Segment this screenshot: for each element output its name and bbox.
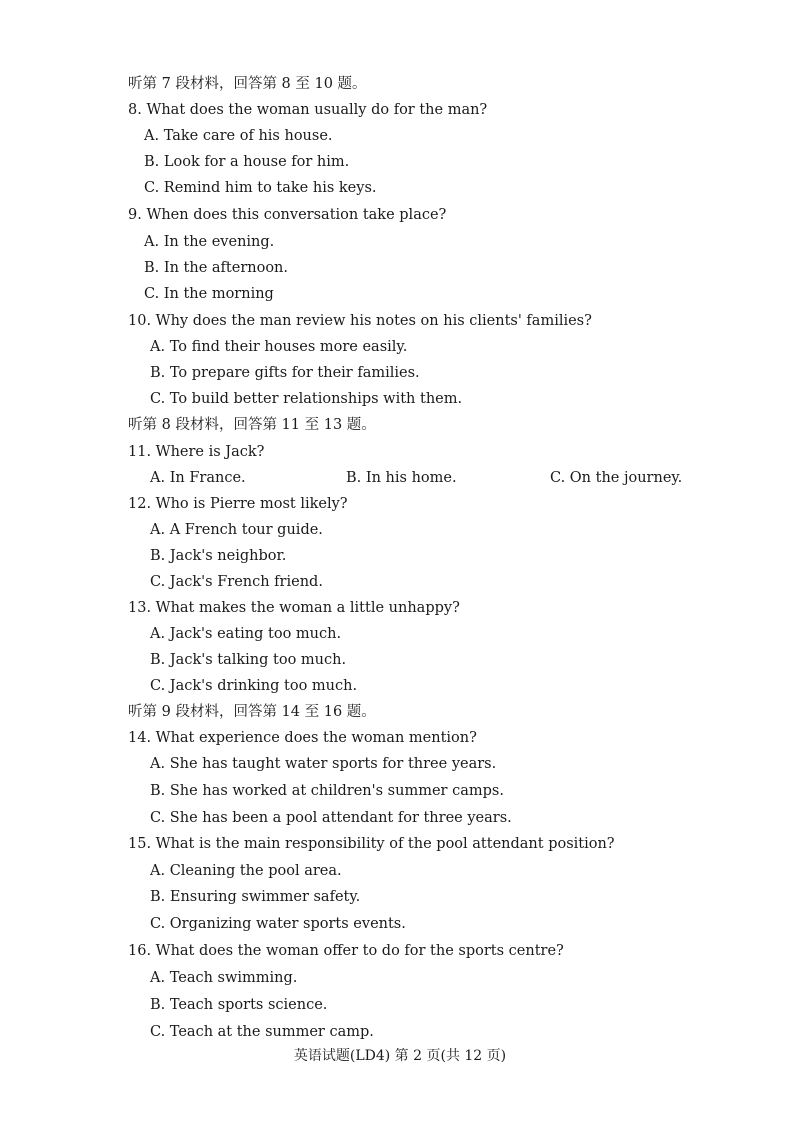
option-11c: C. On the journey. [550, 470, 683, 486]
option-10c: C. To build better relationships with them. [150, 391, 463, 407]
option-16a: A. Teach swimming. [150, 970, 298, 986]
option-15a: A. Cleaning the pool area. [150, 863, 342, 879]
question-16: 16. What does the woman offer to do for the sports centre? [128, 943, 564, 959]
option-8c: C. Remind him to take his keys. [144, 180, 377, 196]
option-8a: A. Take care of his house. [144, 128, 333, 144]
option-14c: C. She has been a pool attendant for three years. [150, 810, 512, 826]
option-9a: A. In the evening. [144, 234, 275, 250]
option-15b: B. Ensuring swimmer safety. [150, 889, 361, 905]
option-12b: B. Jack's neighbor. [150, 548, 287, 564]
option-11b: B. In his home. [346, 470, 457, 486]
page-footer: 英语试题(LD4) 第 2 页(共 12 页) [293, 1048, 507, 1064]
option-13a: A. Jack's eating too much. [150, 626, 342, 642]
question-10: 10. Why does the man review his notes on his clients' families? [128, 313, 592, 329]
section-header-7: 听第 7 段材料，回答第 8 至 10 题。 [128, 76, 367, 92]
option-9c: C. In the morning [144, 286, 274, 302]
question-15: 15. What is the main responsibility of the pool attendant position? [128, 836, 615, 852]
option-13c: C. Jack's drinking too much. [150, 678, 358, 694]
option-16c: C. Teach at the summer camp. [150, 1024, 374, 1040]
section-header-8: 听第 8 段材料，回答第 11 至 13 题。 [128, 417, 376, 433]
option-11a: A. In France. [150, 470, 246, 486]
option-16b: B. Teach sports science. [150, 997, 328, 1013]
option-14b: B. She has worked at children's summer camps. [150, 783, 504, 799]
question-11: 11. Where is Jack? [128, 444, 265, 460]
question-13: 13. What makes the woman a little unhappy? [128, 600, 460, 616]
option-9b: B. In the afternoon. [144, 260, 289, 276]
option-8b: B. Look for a house for him. [144, 154, 350, 170]
question-12: 12. Who is Pierre most likely? [128, 496, 348, 512]
option-10a: A. To find their houses more easily. [150, 339, 408, 355]
option-12a: A. A French tour guide. [150, 522, 323, 538]
option-13b: B. Jack's talking too much. [150, 652, 347, 668]
option-10b: B. To prepare gifts for their families. [150, 365, 420, 381]
option-14a: A. She has taught water sports for three years. [150, 756, 497, 772]
question-9: 9. When does this conversation take place? [128, 207, 447, 223]
section-header-9: 听第 9 段材料，回答第 14 至 16 题。 [128, 704, 376, 720]
option-12c: C. Jack's French friend. [150, 574, 323, 590]
question-8: 8. What does the woman usually do for the man? [128, 102, 488, 118]
option-15c: C. Organizing water sports events. [150, 916, 406, 932]
question-14: 14. What experience does the woman mention? [128, 730, 477, 746]
